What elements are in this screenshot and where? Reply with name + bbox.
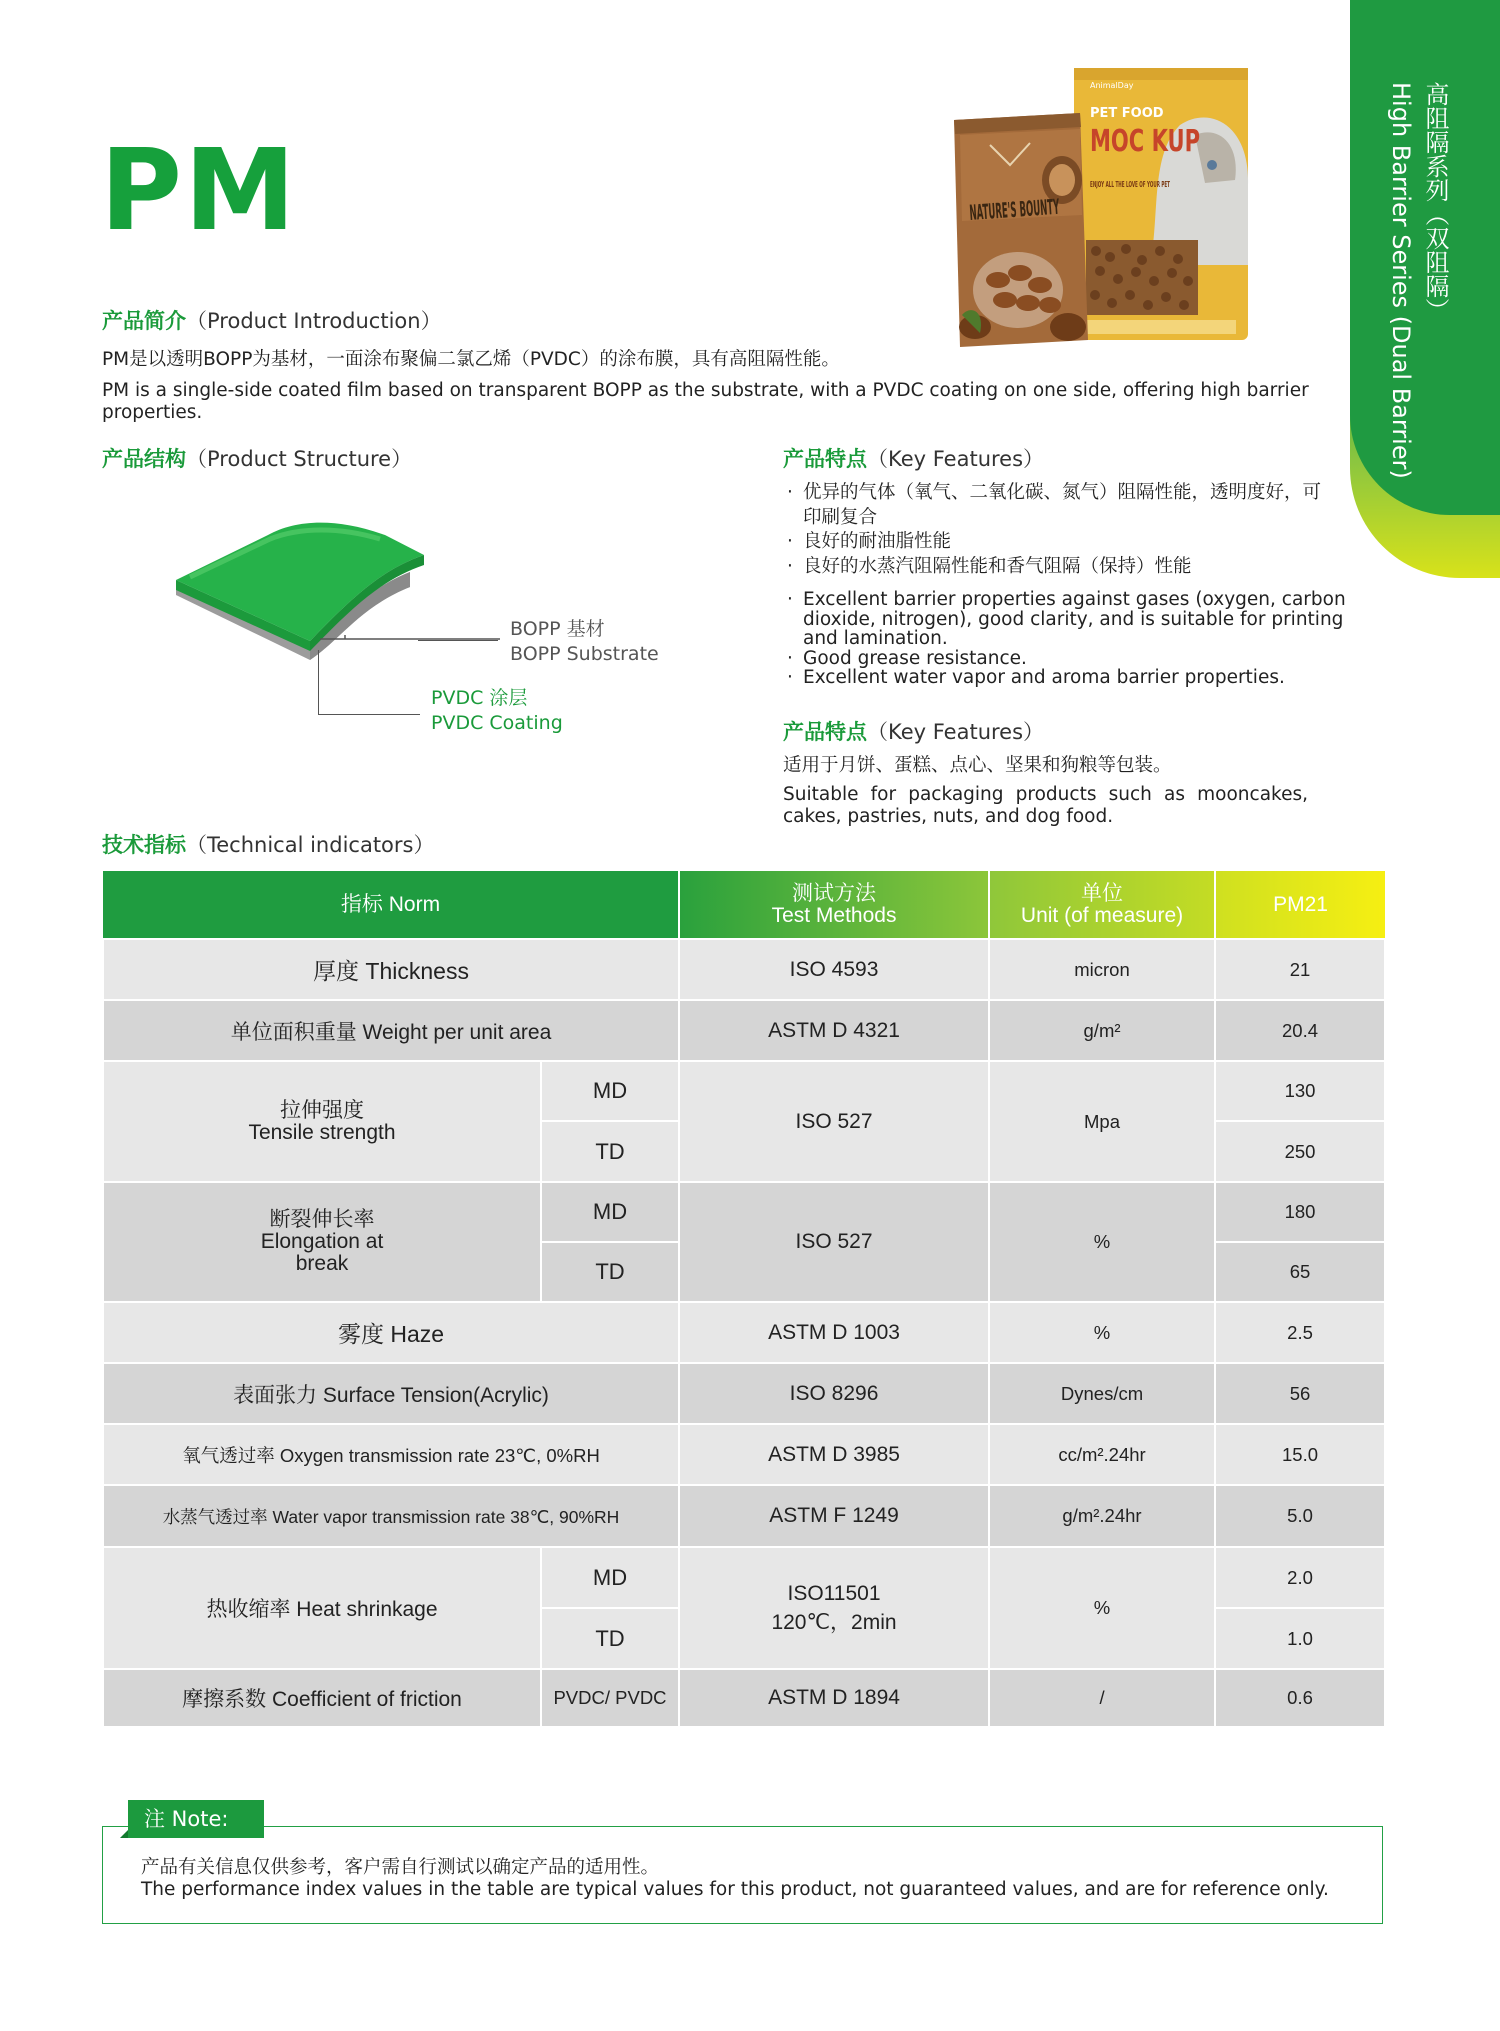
intro-text-en: PM is a single-side coated film based on transparent BOPP as the substrate, with a PVDC coating on one side, offering high barrier properties. [102,380,1309,423]
application-text-en: Suitable for packaging products such as mooncakes, cakes, pastries, nuts, and dog food. [783,784,1308,827]
header-method-en: Test Methods [771,903,897,927]
row-haze-method: ASTM D 1003 [679,1302,989,1363]
series-tab-cn: 高阻隔系列（双阻隔） [1421,82,1449,322]
row-tensile-value-td: 250 [1215,1121,1385,1182]
svg-text:MOC KUP: MOC KUP [1090,124,1200,159]
feature-cn-item: · 良好的水蒸汽阻隔性能和香气阻隔（保持）性能 [783,555,1323,580]
row-elongation-norm [103,1182,541,1302]
bopp-leader [418,640,498,641]
bopp-label-en: BOPP Substrate [510,643,659,665]
table-row [103,1363,1385,1424]
row-elongation-md: MD [541,1182,679,1242]
row-water-value: 5.0 [1215,1485,1385,1547]
feature-en-item: · Excellent water vapor and aroma barrier properties. [783,668,1358,688]
row-surface-norm: 表面张力 Surface Tension(Acrylic) [103,1363,679,1424]
pvdc-label [431,686,563,736]
row-haze-norm: 雾度 Haze [103,1302,679,1363]
row-weight-method: ASTM D 4321 [679,1000,989,1061]
row-friction-sub: PVDC/ PVDC [541,1669,679,1727]
svg-text:PET FOOD: PET FOOD [1090,106,1164,121]
intro-heading [102,305,442,335]
row-elongation-norm-cn: 断裂伸长率 [269,1208,375,1231]
table-row [103,939,1385,1000]
row-shrink-td: TD [541,1608,679,1669]
row-thickness-method: ISO 4593 [679,939,989,1000]
pvdc-leader-horizontal [318,714,420,715]
note-text-en: The performance index values in the table are typical values for this product, not guaranteed values, and are for reference only. [141,1879,1329,1900]
feature-en-item: · Excellent barrier properties against gases (oxygen, carbon dioxide, nitrogen), good clarity, and is suitable for printing and lamination. [783,590,1358,649]
application-heading-en: （Key Features） [867,720,1045,744]
row-elongation-td: TD [541,1242,679,1302]
row-weight-norm: 单位面积重量 Weight per unit area [103,1000,679,1061]
row-tensile-norm-cn: 拉伸强度 [280,1098,364,1122]
features-list-en [783,590,1358,688]
row-water-method: ASTM F 1249 [679,1485,989,1547]
row-haze-unit: % [989,1302,1215,1363]
table-row [103,1061,1385,1121]
row-water-norm: 水蒸气透过率 Water vapor transmission rate 38℃, 90%RH [103,1485,679,1547]
header-method-cn: 测试方法 [792,881,877,905]
row-friction-method: ASTM D 1894 [679,1669,989,1727]
svg-text:AnimalDay: AnimalDay [1090,81,1134,90]
row-thickness-value: 21 [1215,939,1385,1000]
tech-heading-cn: 技术指标 [102,833,186,857]
table-row [103,1000,1385,1061]
pvdc-label-cn: PVDC 涂层 [431,687,528,709]
header-norm: 指标 Norm [103,871,679,939]
application-heading [783,716,1044,746]
row-thickness-norm: 厚度 Thickness [103,939,679,1000]
row-friction-value: 0.6 [1215,1669,1385,1727]
header-unit-en: Unit (of measure) [1020,903,1184,927]
features-list-cn [783,481,1323,579]
tech-heading-en: （Technical indicators） [186,833,435,857]
row-elongation-value-td: 65 [1215,1242,1385,1302]
header-unit [989,871,1215,939]
row-oxygen-norm: 氧气透过率 Oxygen transmission rate 23℃, 0%RH [103,1424,679,1485]
row-elongation-norm-en1: Elongation at [260,1230,384,1253]
table-row [103,1485,1385,1547]
features-heading [783,443,1044,473]
series-tab-en: High Barrier Series (Dual Barrier) [1387,82,1415,479]
svg-text:ENJOY ALL THE LOVE OF YOUR PET: ENJOY ALL THE LOVE OF YOUR PET [1090,180,1171,189]
row-tensile-td: TD [541,1121,679,1182]
table-row [103,1182,1385,1242]
row-tensile-method: ISO 527 [679,1061,989,1182]
row-shrink-method-1: ISO11501 [787,1582,881,1605]
row-tensile-md: MD [541,1061,679,1121]
row-elongation-unit: % [989,1182,1215,1302]
row-shrink-norm: 热收缩率 Heat shrinkage [103,1547,541,1669]
feature-cn-item: · 优异的气体（氧气、二氧化碳、氮气）阻隔性能，透明度好，可印刷复合 [783,481,1323,530]
row-oxygen-unit: cc/m².24hr [989,1424,1215,1485]
spec-table [102,871,1386,1728]
bopp-label-cn: BOPP 基材 [510,618,605,640]
bopp-label [510,617,659,667]
row-weight-value: 20.4 [1215,1000,1385,1061]
row-surface-unit: Dynes/cm [989,1363,1215,1424]
table-row [103,1669,1385,1727]
row-surface-value: 56 [1215,1363,1385,1424]
tech-heading [102,829,434,859]
intro-heading-cn: 产品简介 [102,309,186,333]
row-oxygen-value: 15.0 [1215,1424,1385,1485]
row-friction-norm: 摩擦系数 Coefficient of friction [103,1669,541,1727]
features-heading-en: （Key Features） [867,447,1045,471]
header-grade: PM21 [1215,871,1385,939]
application-text-cn: 适用于月饼、蛋糕、点心、坚果和狗粮等包装。 [783,755,1172,776]
note-tag: 注 Note: [128,1800,264,1838]
table-row [103,1424,1385,1485]
features-heading-cn: 产品特点 [783,447,867,471]
row-tensile-value-md: 130 [1215,1061,1385,1121]
nuts-bag [954,113,1088,347]
row-shrink-value-md: 2.0 [1215,1547,1385,1608]
pvdc-label-en: PVDC Coating [431,712,563,734]
intro-text-cn: PM是以透明BOPP为基材，一面涂布聚偏二氯乙烯（PVDC）的涂布膜，具有高阻隔性能。 [102,349,840,370]
feature-cn-item: · 良好的耐油脂性能 [783,530,1323,555]
product-image [950,65,1260,350]
row-thickness-unit: micron [989,939,1215,1000]
header-unit-cn: 单位 [1081,881,1124,905]
row-shrink-value-td: 1.0 [1215,1608,1385,1669]
row-shrink-unit: % [989,1547,1215,1669]
page-title: PM [100,126,298,256]
application-heading-cn: 产品特点 [783,720,867,744]
table-row [103,1302,1385,1363]
row-elongation-value-md: 180 [1215,1182,1385,1242]
row-shrink-md: MD [541,1547,679,1608]
structure-heading-en: （Product Structure） [186,447,413,471]
row-tensile-norm-en: Tensile strength [248,1120,396,1144]
row-tensile-unit: Mpa [989,1061,1215,1182]
row-elongation-norm-en2: break [295,1252,349,1275]
row-elongation-method: ISO 527 [679,1182,989,1302]
row-haze-value: 2.5 [1215,1302,1385,1363]
feature-en-item: · Good grease resistance. [783,649,1358,669]
structure-heading-cn: 产品结构 [102,447,186,471]
table-row [103,1547,1385,1608]
note-text-cn: 产品有关信息仅供参考，客户需自行测试以确定产品的适用性。 [141,1857,660,1878]
row-water-unit: g/m².24hr [989,1485,1215,1547]
header-method [679,871,989,939]
row-surface-method: ISO 8296 [679,1363,989,1424]
structure-heading [102,443,412,473]
row-weight-unit: g/m² [989,1000,1215,1061]
row-shrink-method [679,1547,989,1669]
pvdc-leader-vertical [318,650,319,714]
row-oxygen-method: ASTM D 3985 [679,1424,989,1485]
table-header-row [103,871,1385,939]
intro-heading-en: （Product Introduction） [186,309,442,333]
row-friction-unit: / [989,1669,1215,1727]
row-shrink-method-2: 120℃，2min [771,1611,897,1634]
row-tensile-norm [103,1061,541,1182]
pet-food-bag [1074,68,1248,340]
